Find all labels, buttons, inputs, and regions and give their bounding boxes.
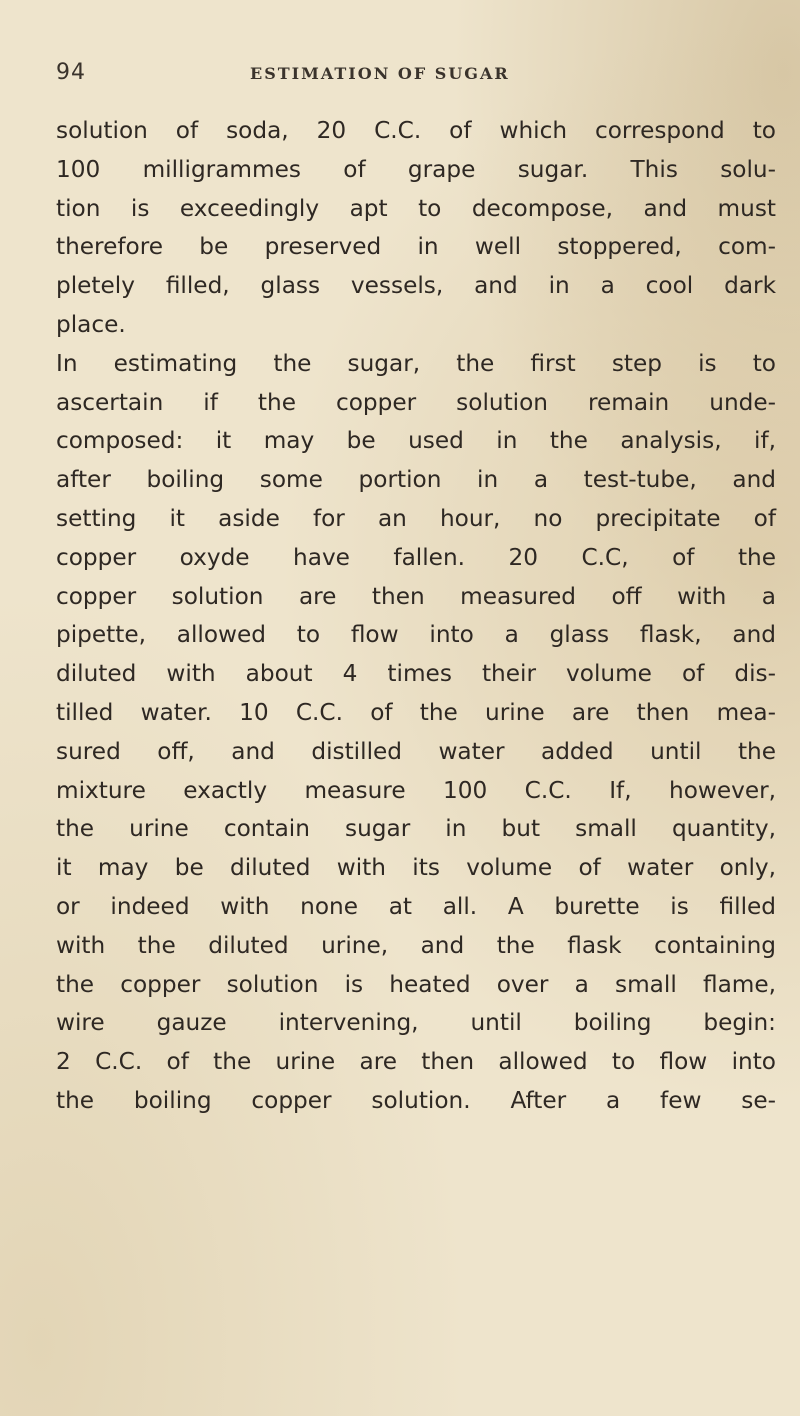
text-line: mixture exactly measure 100 C.C. If, however, bbox=[56, 776, 776, 804]
text-line: pipette, allowed to flow into a glass flask, and bbox=[56, 621, 776, 649]
text-line: In estimating the sugar, the first step is to bbox=[56, 349, 776, 377]
text-line: setting it aside for an hour, no precipitate of bbox=[56, 504, 776, 532]
text-line: it may be diluted with its volume of water only, bbox=[56, 854, 776, 882]
text-line: pletely filled, glass vessels, and in a cool dark bbox=[56, 272, 776, 300]
running-title: ESTIMATION OF SUGAR bbox=[250, 64, 510, 83]
text-line: the copper solution is heated over a small flame, bbox=[56, 970, 776, 998]
text-line: ascertain if the copper solution remain unde- bbox=[56, 388, 776, 416]
text-line: composed: it may be used in the analysis, if, bbox=[56, 427, 776, 455]
text-line: solution of soda, 20 C.C. of which correspond to bbox=[56, 117, 776, 144]
text-line: copper oxyde have fallen. 20 C.C, of the bbox=[56, 543, 776, 571]
text-line: copper solution are then measured off with a bbox=[56, 582, 776, 610]
text-line: sured off, and distilled water added until the bbox=[56, 737, 776, 765]
text-line: the urine contain sugar in but small quantity, bbox=[56, 815, 776, 843]
text-line: or indeed with none at all. A burette is filled bbox=[56, 892, 776, 920]
text-line: 2 C.C. of the urine are then allowed to flow into bbox=[56, 1048, 776, 1076]
text-line: diluted with about 4 times their volume of dis- bbox=[56, 660, 776, 688]
text-line: tilled water. 10 C.C. of the urine are then mea- bbox=[56, 698, 776, 726]
body-text bbox=[56, 112, 776, 1121]
text-line: with the diluted urine, and the flask containing bbox=[56, 931, 776, 959]
page-number: 94 bbox=[56, 60, 86, 85]
text-line: after boiling some portion in a test-tube, and bbox=[56, 466, 776, 494]
text-line: 100 milligrammes of grape sugar. This solu- bbox=[56, 155, 776, 183]
text-line: the boiling copper solution. After a few se- bbox=[56, 1086, 776, 1114]
running-head bbox=[56, 60, 756, 100]
text-line: wire gauze intervening, until boiling begin: bbox=[56, 1009, 776, 1037]
text-line: place. bbox=[56, 310, 126, 338]
text-line: tion is exceedingly apt to decompose, and must bbox=[56, 194, 776, 222]
text-line: therefore be preserved in well stoppered, com- bbox=[56, 233, 776, 261]
